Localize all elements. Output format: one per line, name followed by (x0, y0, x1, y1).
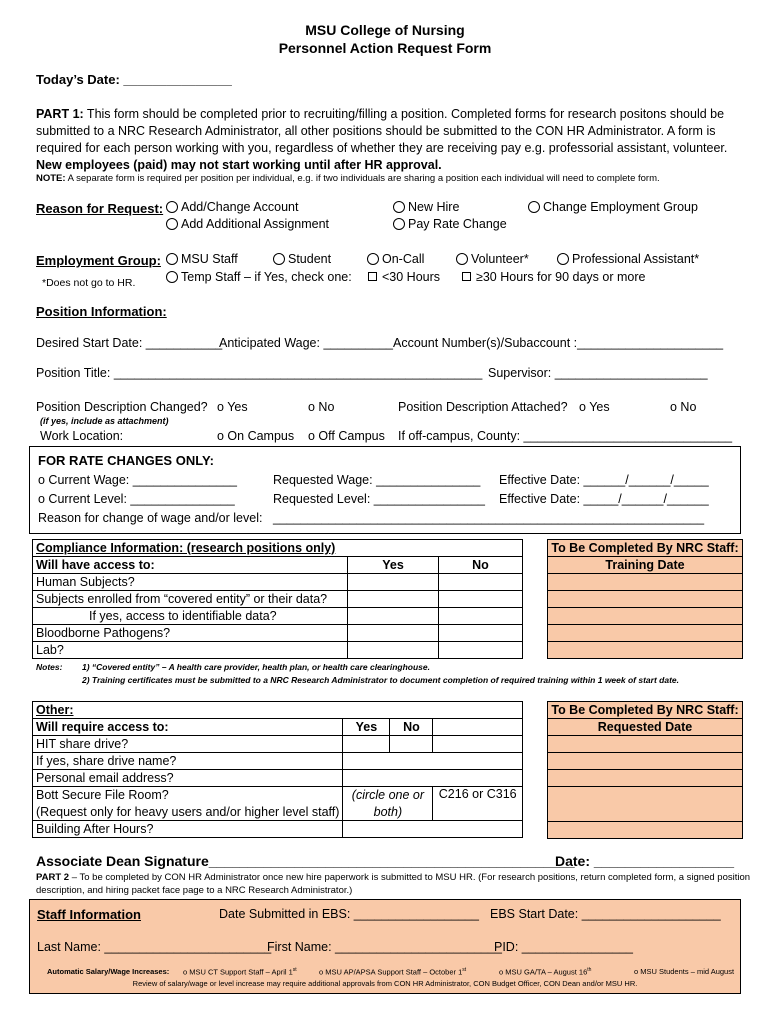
staff-info-heading: Staff Information (37, 907, 141, 922)
compliance-row-label: Human Subjects? (33, 574, 348, 591)
account-number-field[interactable]: Account Number(s)/Subaccount :_____________________ (393, 336, 724, 350)
compliance-will-have: Will have access to: (33, 557, 348, 574)
training-date-cell[interactable] (548, 642, 743, 659)
radio-icon[interactable] (273, 253, 285, 265)
compliance-no-cell[interactable] (439, 574, 523, 591)
temp-lt30[interactable] (368, 270, 440, 284)
radio-icon[interactable] (166, 253, 178, 265)
off-campus-option[interactable]: o Off Campus (308, 429, 385, 443)
increase-ga-ta[interactable] (499, 967, 591, 977)
date-submitted-field[interactable]: Date Submitted in EBS: __________________ (219, 907, 479, 921)
reason-add-additional-label: Add Additional Assignment (181, 217, 330, 231)
desc-attached-no[interactable]: o No (670, 400, 697, 414)
temp-ge30-label: ≥30 Hours for 90 days or more (476, 270, 646, 284)
other-no-cell[interactable] (390, 736, 433, 753)
if-yes-attach-note: (if yes, include as attachment) (40, 416, 169, 426)
on-campus-option[interactable]: o On Campus (217, 429, 295, 443)
room-options[interactable]: C216 or C316 (433, 787, 523, 821)
requested-date-cell[interactable] (548, 787, 743, 822)
increase-ap-staff[interactable] (319, 967, 466, 977)
compliance-heading: Compliance Information: (research positions only) (33, 540, 523, 557)
requested-date-cell[interactable] (548, 770, 743, 787)
rate-reason-label: Reason for change of wage and/or level: (38, 511, 263, 525)
reason-change-group-label: Change Employment Group (543, 200, 698, 214)
desc-attached-yes[interactable]: o Yes (579, 400, 610, 414)
building-cell[interactable] (343, 821, 523, 838)
personal-email-cell[interactable] (343, 770, 523, 787)
checkbox-icon[interactable] (368, 272, 377, 281)
increase-ap-text: o MSU AP/APSA Support Staff – October 1 (319, 967, 463, 977)
position-title-field[interactable]: Position Title: _____________________________________________________ (36, 366, 483, 380)
effective-date-1[interactable]: Effective Date: ______/______/_____ (499, 473, 709, 487)
reason-pay-rate[interactable] (393, 217, 507, 231)
part1-label: PART 1: (36, 107, 84, 121)
part1-instructions (36, 106, 736, 174)
part1-bold-line: New employees (paid) may not start working until after HR approval. (36, 158, 442, 172)
employment-note: *Does not go to HR. (42, 277, 136, 289)
last-name-field[interactable]: Last Name: ________________________ (37, 940, 272, 954)
training-date-cell[interactable] (548, 574, 743, 591)
note-label: NOTE: (36, 173, 66, 184)
nrc-training-table (547, 539, 743, 659)
increase-ct-staff[interactable] (183, 967, 297, 977)
emp-msu-staff-label: MSU Staff (181, 252, 238, 266)
radio-icon[interactable] (166, 218, 178, 230)
form-title-college: MSU College of Nursing (305, 22, 465, 38)
requested-date-cell[interactable] (548, 753, 743, 770)
other-blank-cell (433, 719, 523, 736)
county-field[interactable]: If off-campus, County: ______________________________ (398, 429, 733, 443)
part2-instructions (36, 871, 750, 897)
increase-ct-sup: st (292, 967, 297, 973)
ebs-start-field[interactable]: EBS Start Date: ____________________ (490, 907, 721, 921)
anticipated-wage-field[interactable]: Anticipated Wage: __________ (219, 336, 393, 350)
other-extra-cell (433, 736, 523, 753)
compliance-yes-cell[interactable] (348, 591, 439, 608)
both-text: both) (343, 804, 433, 821)
radio-icon[interactable] (393, 201, 405, 213)
compliance-no-cell[interactable] (439, 642, 523, 659)
reason-add-additional[interactable] (166, 217, 329, 231)
compliance-yes-cell[interactable] (348, 574, 439, 591)
requested-date-header: Requested Date (548, 719, 743, 736)
other-yes-header: Yes (343, 719, 390, 736)
desc-changed-yes[interactable]: o Yes (217, 400, 248, 414)
reason-label: Reason for Request: (36, 201, 164, 216)
reason-new-hire-label: New Hire (408, 200, 460, 214)
emp-student-label: Student (288, 252, 332, 266)
other-table (32, 701, 523, 838)
radio-icon[interactable] (528, 201, 540, 213)
nrc-requested-table (547, 701, 743, 839)
note-text: A separate form is required per position per individual, e.g. if two individuals are sharing a position each individual will need to complete form. (65, 173, 660, 184)
compliance-no-header: No (439, 557, 523, 574)
compliance-no-cell[interactable] (439, 625, 523, 642)
emp-on-call-label: On-Call (382, 252, 425, 266)
current-wage-field[interactable]: o Current Wage: _______________ (38, 473, 237, 487)
requested-level-field[interactable]: Requested Level: ________________ (273, 492, 485, 506)
part2-text1: – To be completed by CON HR Administrator once new hire paperwork is submitted to MSU HR. (For research positions, return completed form, a signed position (69, 872, 751, 883)
nrc-training-heading: To Be Completed By NRC Staff: (548, 540, 743, 557)
increase-ga-sup: th (587, 967, 592, 973)
other-row-label: HIT share drive? (33, 736, 343, 753)
other-heading: Other: (33, 702, 523, 719)
increase-ap-sup: st (462, 967, 467, 973)
work-location-label: Work Location: (40, 429, 124, 443)
effective-date-2[interactable]: Effective Date: _____/______/______ (499, 492, 709, 506)
employment-label: Employment Group: (36, 253, 161, 268)
emp-prof-assistant-label: Professional Assistant* (572, 252, 700, 266)
compliance-row-label: Bloodborne Pathogens? (33, 625, 348, 642)
other-row-label: Bott Secure File Room? (33, 787, 343, 804)
reason-new-hire[interactable] (393, 200, 459, 214)
other-no-header: No (390, 719, 433, 736)
compliance-row-label: If yes, access to identifiable data? (33, 608, 348, 625)
signature-date-field[interactable]: Date: __________________ (555, 853, 735, 869)
requested-date-cell[interactable] (548, 736, 743, 753)
increase-ga-text: o MSU GA/TA – August 16 (499, 967, 588, 977)
form-title: Personnel Action Request Form (278, 40, 492, 56)
training-date-header: Training Date (548, 557, 743, 574)
other-will-require: Will require access to: (33, 719, 343, 736)
radio-icon[interactable] (367, 253, 379, 265)
pid-field[interactable]: PID: ________________ (494, 940, 634, 954)
temp-lt30-label: <30 Hours (382, 270, 441, 284)
note-1: 1) “Covered entity” – A health care provider, health plan, or health care clearinghouse. (82, 662, 430, 672)
compliance-row-label: Lab? (33, 642, 348, 659)
emp-msu-staff[interactable] (166, 252, 238, 266)
emp-on-call[interactable] (367, 252, 424, 266)
first-name-field[interactable]: First Name: ________________________ (267, 940, 502, 954)
auto-increase-label: Automatic Salary/Wage Increases: (47, 967, 170, 976)
emp-student[interactable] (273, 252, 331, 266)
share-name-cell[interactable] (343, 753, 523, 770)
part1-line2: submitted to a NRC Research Administrator, all other positions should be submitted to the CON HR Administrator. A form is (36, 124, 716, 138)
compliance-row-label: Subjects enrolled from “covered entity” or their data? (33, 591, 348, 608)
dean-signature-field[interactable]: Associate Dean Signature_______________________________________________ (36, 853, 575, 869)
radio-icon[interactable] (456, 253, 468, 265)
rate-reason-field[interactable]: ______________________________________________________________ (273, 511, 705, 525)
other-row-label: If yes, share drive name? (33, 753, 343, 770)
temp-ge30[interactable] (462, 270, 645, 284)
rate-changes-heading: FOR RATE CHANGES ONLY: (38, 453, 214, 468)
compliance-no-cell[interactable] (439, 608, 523, 625)
compliance-no-cell[interactable] (439, 591, 523, 608)
compliance-yes-cell[interactable] (348, 608, 439, 625)
emp-volunteer-label: Volunteer* (471, 252, 529, 266)
part1-line1: This form should be completed prior to recruiting/filling a position. Completed forms for research positons should be (83, 107, 725, 121)
emp-prof-assistant[interactable] (557, 252, 699, 266)
emp-temp-staff-label: Temp Staff – if Yes, check one: (181, 270, 352, 284)
desc-changed-label: Position Description Changed? (36, 400, 208, 414)
radio-icon[interactable] (557, 253, 569, 265)
todays-date-field[interactable]: Today’s Date: _______________ (36, 72, 232, 87)
increase-ct-text: o MSU CT Support Staff – April 1 (183, 967, 293, 977)
training-date-cell[interactable] (548, 608, 743, 625)
training-date-cell[interactable] (548, 591, 743, 608)
requested-wage-field[interactable]: Requested Wage: _______________ (273, 473, 481, 487)
other-row-label: Personal email address? (33, 770, 343, 787)
position-heading: Position Information: (36, 304, 167, 319)
other-yes-cell[interactable] (343, 736, 390, 753)
increase-students[interactable]: o MSU Students – mid August (634, 967, 735, 976)
radio-icon[interactable] (393, 218, 405, 230)
compliance-table (32, 539, 523, 659)
note-2: 2) Training certificates must be submitted to a NRC Research Administrator to document completion of required training within 1 week of start date. (82, 675, 679, 685)
requested-date-cell[interactable] (548, 822, 743, 839)
desired-start-field[interactable]: Desired Start Date: ___________ (36, 336, 223, 350)
emp-volunteer[interactable] (456, 252, 529, 266)
part1-note (36, 173, 660, 184)
circle-one-text: (circle one or (343, 787, 433, 804)
reason-change-group[interactable] (528, 200, 698, 214)
desc-changed-no[interactable]: o No (308, 400, 335, 414)
compliance-yes-header: Yes (348, 557, 439, 574)
emp-temp-staff[interactable] (166, 270, 352, 284)
part2-text2: description, and hiring packet face page to a NRC Research Administrator.) (36, 885, 353, 896)
compliance-yes-cell[interactable] (348, 642, 439, 659)
current-level-field[interactable]: o Current Level: _______________ (38, 492, 235, 506)
reason-add-change-label: Add/Change Account (181, 200, 299, 214)
nrc-requested-heading: To Be Completed By NRC Staff: (548, 702, 743, 719)
compliance-yes-cell[interactable] (348, 625, 439, 642)
supervisor-field[interactable]: Supervisor: ______________________ (488, 366, 708, 380)
other-row-label: Building After Hours? (33, 821, 343, 838)
reason-add-change[interactable] (166, 200, 298, 214)
desc-attached-label: Position Description Attached? (398, 400, 568, 414)
notes-label: Notes: (36, 662, 63, 672)
other-row-label: (Request only for heavy users and/or higher level staff) (33, 804, 343, 821)
radio-icon[interactable] (166, 271, 178, 283)
training-date-cell[interactable] (548, 625, 743, 642)
checkbox-icon[interactable] (462, 272, 471, 281)
reason-pay-rate-label: Pay Rate Change (408, 217, 507, 231)
radio-icon[interactable] (166, 201, 178, 213)
part2-label: PART 2 (36, 872, 70, 883)
part1-line3: required for each person working with you, regardless of whether they are receiving pay e.g. professorial assistant, volunteer. (36, 141, 728, 155)
review-note: Review of salary/wage or level increase may require additional approvals from CON HR Administrator, CON Budget Officer, CON Dean and/or MSU HR. (132, 979, 638, 988)
